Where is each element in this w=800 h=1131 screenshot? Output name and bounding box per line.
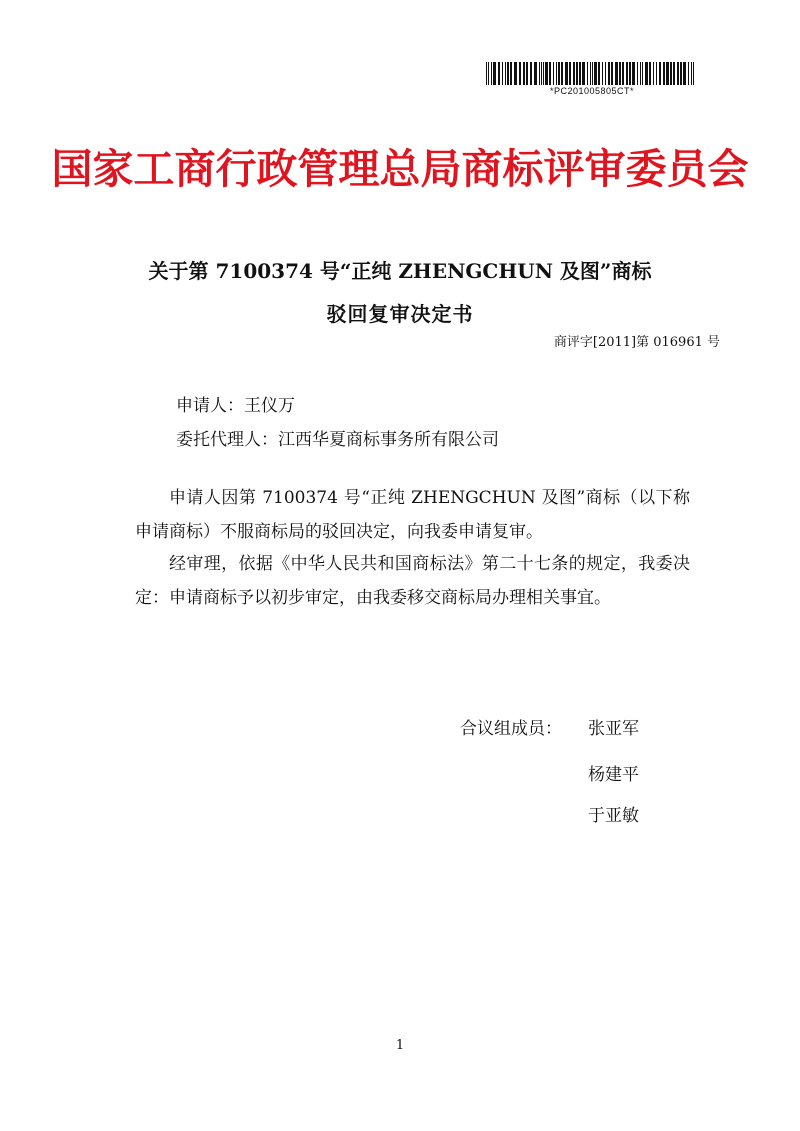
barcode-bar — [656, 62, 657, 85]
panel-member: 于亚敏 — [588, 806, 639, 826]
barcode-bar — [615, 62, 618, 85]
barcode-bar — [670, 62, 672, 85]
barcode-bar — [569, 62, 571, 85]
barcode-bar — [488, 62, 489, 85]
barcode-bar — [645, 62, 648, 85]
barcode-bar — [649, 62, 651, 85]
barcode-bar — [510, 62, 512, 85]
barcode-bar — [553, 62, 554, 85]
barcode-bar — [640, 62, 641, 85]
barcode-bar — [534, 62, 537, 85]
decision-title-line2: 驳回复审决定书 — [326, 302, 474, 326]
barcode-bar — [514, 62, 517, 85]
body-paragraph-1: 申请人因第 7100374 号“正纯 ZHENGCHUN 及图”商标（以下称申请商标）不服商标局的驳回决定，向我委申请复审。 — [135, 488, 690, 542]
barcode-bar — [539, 62, 540, 85]
barcode-bar — [592, 62, 593, 85]
barcode-bar — [594, 62, 597, 85]
barcode-bar — [693, 62, 694, 85]
page-number: 1 — [395, 1038, 405, 1053]
barcode-bar — [576, 62, 578, 85]
barcode-bar — [632, 62, 635, 85]
barcode-bar — [582, 62, 585, 85]
barcode-bar — [673, 62, 675, 85]
barcode-bar — [677, 62, 679, 85]
barcode-bar — [556, 62, 557, 85]
barcode-bar — [642, 62, 643, 85]
barcode-bar — [541, 62, 542, 85]
barcode-bar — [486, 62, 487, 85]
barcode-bar — [605, 62, 606, 85]
barcode-bar — [526, 62, 528, 85]
panel-member: 张亚军 — [588, 719, 639, 739]
barcode — [486, 62, 698, 96]
barcode-bar — [691, 62, 692, 85]
barcode-bar — [602, 62, 603, 85]
body-paragraph-2: 经审理，依据《中华人民共和国商标法》第二十七条的规定，我委决定：申请商标予以初步审定，由我委移交商标局办理相关事宜。 — [135, 554, 690, 608]
barcode-bar — [543, 62, 544, 85]
panel-member: 杨建平 — [588, 765, 639, 785]
barcode-bar — [590, 62, 591, 85]
barcode-bar — [545, 62, 548, 85]
barcode-bar — [626, 62, 628, 85]
barcode-bar — [619, 62, 621, 85]
barcode-bar — [579, 62, 581, 85]
barcode-bar — [587, 62, 588, 85]
barcode-bar — [558, 62, 560, 85]
barcode-bar — [666, 62, 669, 85]
barcode-bar — [530, 62, 532, 85]
barcode-bar — [561, 62, 563, 85]
barcode-bar — [622, 62, 624, 85]
barcode-bar — [608, 62, 610, 85]
barcode-bar — [611, 62, 613, 85]
barcode-bar — [498, 62, 500, 85]
barcode-bar — [637, 62, 638, 85]
barcode-bar — [519, 62, 521, 85]
barcode-bar — [502, 62, 503, 85]
agency-header: 国家工商行政管理总局商标评审委员会 — [51, 145, 749, 193]
barcode-bar — [653, 62, 654, 85]
barcode-bar — [629, 62, 631, 85]
barcode-bar — [683, 62, 686, 85]
barcode-bar — [598, 62, 600, 85]
decision-title-line1: 关于第 7100374 号“正纯 ZHENGCHUN 及图”商标 — [148, 259, 652, 283]
document-number: 商评字[2011]第 016961 号 — [553, 335, 720, 350]
barcode-bar — [491, 62, 492, 85]
barcode-bars — [486, 62, 698, 85]
barcode-bar — [523, 62, 525, 85]
barcode-text: *PC201005805CT* — [549, 86, 635, 96]
panel-label: 合议组成员： — [460, 719, 562, 739]
barcode-bar — [680, 62, 682, 85]
barcode-bar — [659, 62, 661, 85]
barcode-bar — [549, 62, 551, 85]
agent-line: 委托代理人：江西华夏商标事务所有限公司 — [176, 430, 499, 450]
barcode-bar — [507, 62, 509, 85]
barcode-bar — [688, 62, 689, 85]
barcode-bar — [493, 62, 496, 85]
barcode-bar — [573, 62, 575, 85]
barcode-bar — [565, 62, 568, 85]
barcode-bar — [663, 62, 665, 85]
applicant-line: 申请人：王仪万 — [176, 396, 295, 416]
barcode-bar — [505, 62, 506, 85]
